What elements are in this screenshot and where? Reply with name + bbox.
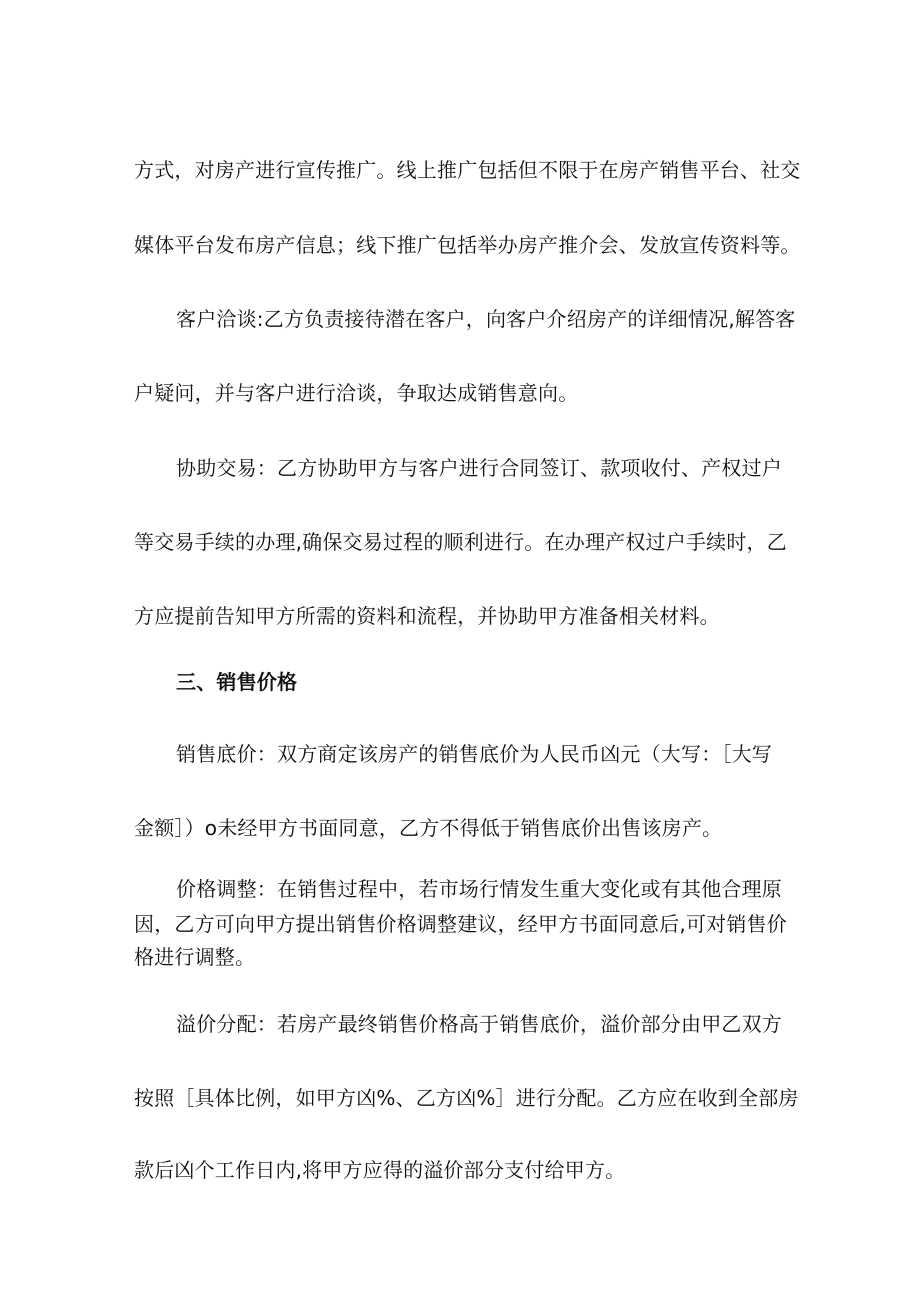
paragraph-line: 款后凶个工作日内,将甲方应得的溢价部分支付给甲方。: [134, 1158, 626, 1182]
paragraph-line: 媒体平台发布房产信息；线下推广包括举办房产推介会、发放宣传资料等。: [134, 233, 801, 257]
paragraph-line: 因，乙方可向甲方提出销售价格调整建议，经甲方书面同意后,可对销售价: [134, 912, 787, 936]
paragraph-line: 等交易手续的办理,确保交易过程的顺利进行。在办理产权过户手续时，乙: [134, 530, 787, 554]
paragraph-line: 格进行调整。: [134, 945, 256, 969]
paragraph-line: 销售底价：双方商定该房产的销售底价为人民币凶元（大写：［大写: [176, 742, 772, 766]
paragraph-line: 方式，对房产进行宣传推广。线上推广包括但不限于在房产销售平台、社交: [134, 158, 801, 182]
paragraph-line: 按照［具体比例，如甲方凶%、乙方凶%］进行分配。乙方应在收到全部房: [134, 1086, 799, 1110]
paragraph-line: 户疑问，并与客户进行洽谈，争取达成销售意向。: [134, 381, 579, 405]
paragraph-line: 价格调整：在销售过程中，若市场行情发生重大变化或有其他合理原: [176, 877, 782, 901]
section-heading: 三、销售价格: [176, 670, 298, 694]
paragraph-line: 方应提前告知甲方所需的资料和流程，并协助甲方准备相关材料。: [134, 604, 720, 628]
paragraph-line: 客户洽谈:乙方负责接待潜在客户，向客户介绍房产的详细情况,解答客: [176, 307, 796, 331]
paragraph-line: 金额］）o未经甲方书面同意，乙方不得低于销售底价出售该房产。: [134, 816, 723, 840]
paragraph-line: 协助交易：乙方协助甲方与客户进行合同签订、款项收付、产权过户: [176, 456, 782, 480]
paragraph-line: 溢价分配：若房产最终销售价格高于销售底价，溢价部分由甲乙双方: [176, 1012, 782, 1036]
